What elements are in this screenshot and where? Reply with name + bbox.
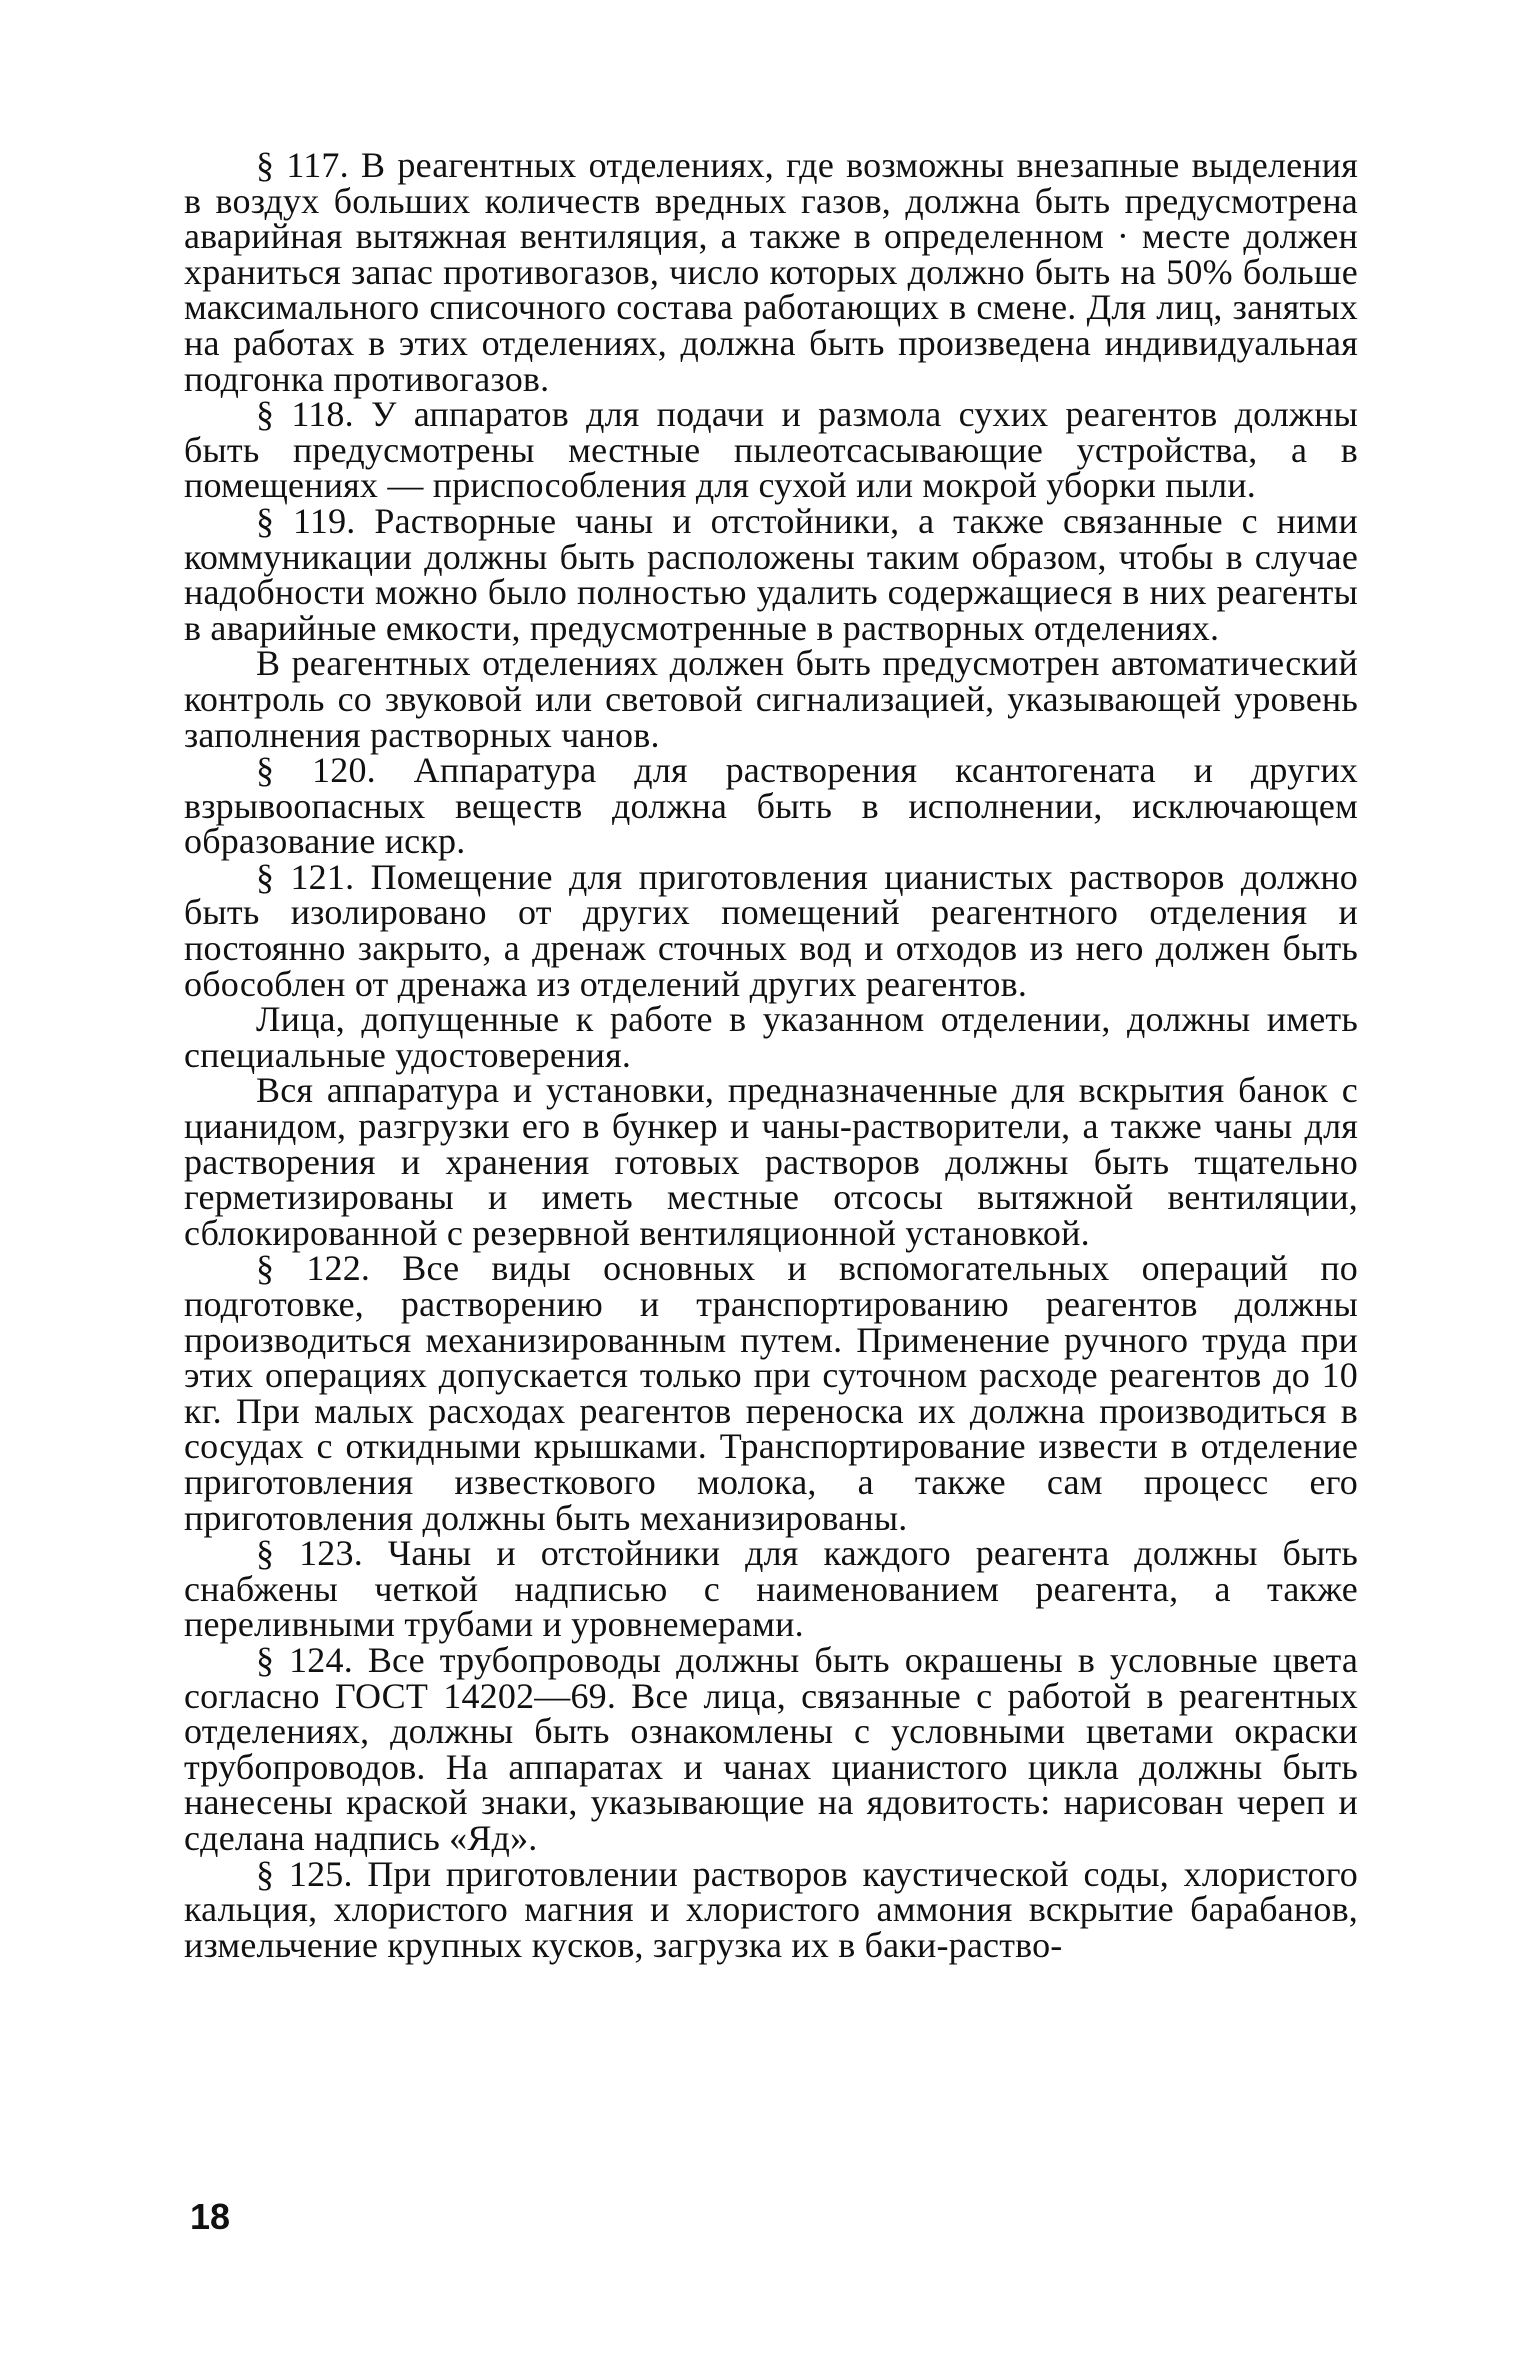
paragraph-125: § 125. При приготовлении растворов каустической соды, хлористого кальция, хлористого магния и хлористого аммония вскрытие барабанов, измельчение крупных кусков, загрузка их в баки-раство- — [184, 1853, 1358, 1965]
page-body — [184, 145, 1358, 1965]
paragraph-121: § 121. Помещение для приготовления цианистых растворов должно быть изолировано от других помещений реагентного отделения и постоянно закрыто, а дренаж сточных вод и отходов из него должен быть обособлен от дренажа из отделений других реагентов. — [184, 856, 1358, 1004]
paragraph-123: § 123. Чаны и отстойники для каждого реагента должны быть снабжены четкой надписью с наименованием реагента, а также переливными трубами и уровнемерами. — [184, 1533, 1358, 1645]
paragraph-121-equipment: Вся аппаратура и установки, предназначенные для вскрытия банок с цианидом, разгрузки его в бункер и чаны-растворители, а также чаны для растворения и хранения готовых растворов должны быть тщательно герметизированы и иметь местные отсосы вытяжной вентиляции, сблокированной с резервной вентиляционной установкой. — [184, 1070, 1358, 1253]
paragraph-121-personnel: Лица, допущенные к работе в указанном отделении, должны иметь специальные удостоверения. — [184, 999, 1358, 1075]
paragraph-119: § 119. Растворные чаны и отстойники, а также связанные с ними коммуникации должны быть расположены таким образом, чтобы в случае надобности можно было полностью удалить содержащиеся в них реагенты в аварийные емкости, предусмотренные в растворных отделениях. — [184, 500, 1358, 648]
page-number: 18 — [190, 2196, 231, 2237]
paragraph-120: § 120. Аппаратура для растворения ксантогената и других взрывоопасных веществ должна быть в исполнении, исключающем образование искр. — [184, 750, 1358, 862]
paragraph-118: § 118. У аппаратов для подачи и размола сухих реагентов должны быть предусмотрены местные пылеотсасывающие устройства, а в помещениях — приспособления для сухой или мокрой уборки пыли. — [184, 394, 1358, 506]
paragraph-122: § 122. Все виды основных и вспомогательных операций по подготовке, растворению и транспортированию реагентов должны производиться механизированным путем. Применение ручного труда при этих операциях допускается только при суточном расходе реагентов до 10 кг. При малых расходах реагентов переноска их должна производиться в сосудах с откидными крышками. Транспортирование извести в отделение приготовления известкового молока, а также сам процесс его приготовления должны быть механизированы. — [184, 1248, 1358, 1538]
paragraph-124: § 124. Все трубопроводы должны быть окрашены в условные цвета согласно ГОСТ 14202—69. Все лица, связанные с работой в реагентных отделениях, должны быть ознакомлены с условными цветами окраски трубопроводов. На аппаратах и чанах цианистого цикла должны быть нанесены краской знаки, указывающие на ядовитость: нарисован череп и сделана надпись «Яд». — [184, 1639, 1358, 1858]
paragraph-117: § 117. В реагентных отделениях, где возможны внезапные выделения в воздух больших количеств вредных газов, должна быть предусмотрена аварийная вытяжная вентиляция, а также в определенном · месте должен храниться запас противогазов, число которых должно быть на 50% больше максимального списочного состава работающих в смене. Для лиц, занятых на работах в этих отделениях, должна быть произведена индивидуальная подгонка противогазов. — [184, 145, 1358, 399]
paragraph-119-control: В реагентных отделениях должен быть предусмотрен автоматический контроль со звуковой или световой сигнализацией, указывающей уровень заполнения растворных чанов. — [184, 643, 1358, 755]
